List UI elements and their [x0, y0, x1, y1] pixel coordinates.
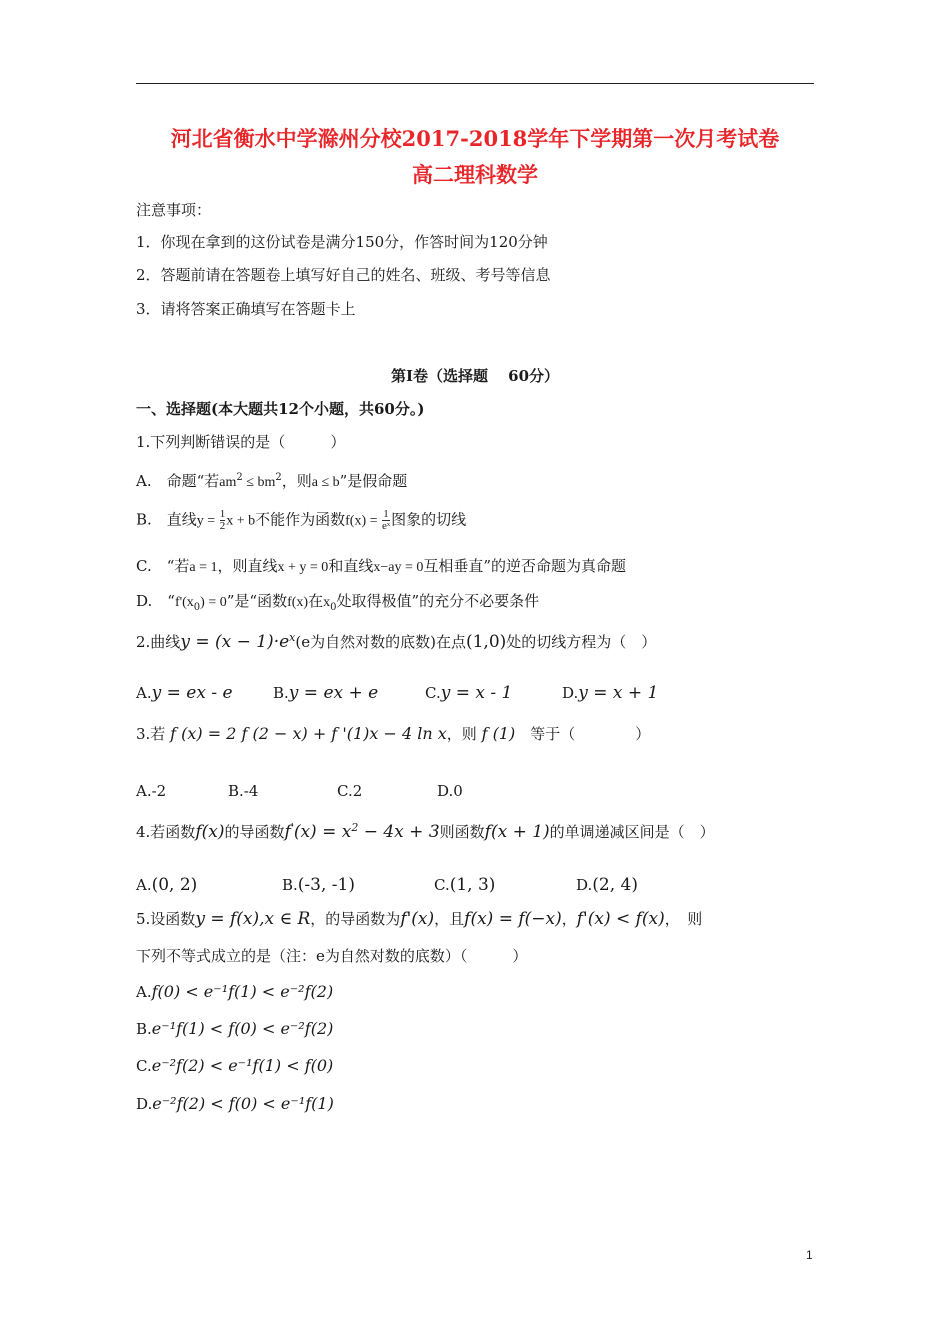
q2-stem-suffix: 处的切线方程为（ ） — [506, 633, 657, 651]
q4-option-d-label: D. — [576, 876, 593, 894]
q1-a-sup2: 2 — [275, 472, 282, 483]
q4-stem-mid2: 则函数 — [439, 823, 485, 841]
q3-stem-math2: f (1) — [481, 724, 516, 743]
q5-option-a-label: A. — [136, 983, 152, 1001]
q4-stem-math3: f(x + 1) — [484, 822, 550, 842]
q3-stem-prefix: 3.若 — [136, 725, 166, 743]
q1-d-prefix: D. “ — [136, 592, 175, 610]
q1-c-prefix: C. “若 — [136, 557, 190, 575]
q4-option-c-math: (1, 3) — [449, 875, 496, 895]
q1-a-prefix: A. 命题“若 — [136, 472, 220, 490]
q3-option-a-label: A. — [136, 782, 152, 800]
q4-stem-math2b: (x) = x — [293, 822, 352, 842]
q4-option-d — [576, 875, 638, 895]
q2-option-a — [136, 683, 233, 703]
q1-b-math1: y = — [196, 513, 219, 529]
section-heading: 一、选择题(本大题共12个小题，共60分。) — [136, 400, 425, 418]
q3-stem — [136, 724, 650, 744]
q1-a-math2: ≤ bm — [242, 475, 276, 490]
q4-option-d-math: (2, 4) — [592, 875, 638, 895]
q5-option-c-math: e⁻²f(2) < e⁻¹f(1) < f(0) — [151, 1056, 334, 1075]
q2-option-b-label: B. — [273, 684, 289, 702]
q5-stem — [136, 909, 702, 929]
q2-option-b — [273, 683, 378, 703]
q2-option-a-label: A. — [136, 684, 152, 702]
q2-option-b-math: y = ex + e — [288, 683, 379, 703]
page-number: 1 — [806, 1248, 813, 1262]
notice-heading: 注意事项： — [136, 201, 212, 219]
q5-option-b — [136, 1019, 333, 1039]
q2-stem-sup: x — [289, 631, 296, 644]
q1-d-suffix: 处取得极值”的充分不必要条件 — [336, 592, 540, 610]
q2-option-a-math: y = ex - e — [151, 683, 233, 703]
q1-d-math1b: ) = 0 — [200, 595, 227, 610]
q2-stem-mid: (e为自然对数的底数)在点 — [295, 633, 466, 651]
q1-d-sub3: 0 — [330, 602, 337, 613]
q2-option-c — [425, 683, 512, 703]
q1-option-b — [136, 509, 466, 532]
q5-option-a — [136, 982, 333, 1002]
q1-a-suffix: ”是假命题 — [339, 472, 408, 490]
q1-c-mid1: ，则直线 — [217, 557, 278, 575]
q1-d-math3: x — [323, 595, 331, 610]
q1-c-math3: x−ay = 0 — [373, 560, 424, 575]
q5-option-d-math: e⁻²f(2) < f(0) < e⁻¹f(1) — [152, 1094, 334, 1113]
q4-stem-prefix: 4.若函数 — [136, 823, 196, 841]
q5-option-a-math: f(0) < e⁻¹f(1) < e⁻²f(2) — [151, 982, 334, 1001]
q3-option-c-value: 2 — [352, 782, 363, 800]
q3-option-a — [136, 781, 166, 801]
q1-d-math2: f(x) — [287, 595, 309, 610]
q4-stem-suffix: 的单调递减区间是（ ） — [549, 823, 715, 841]
q1-b-math3: f(x) = — [345, 513, 382, 529]
q2-stem-math1: y = (x − 1)·e — [180, 632, 290, 652]
q4-stem-sup: ' — [290, 821, 294, 834]
q5-option-c-label: C. — [136, 1057, 152, 1075]
q5-stem-math1: y = f(x),x ∈ R — [195, 909, 311, 929]
q4-stem-math2c: − 4x + 3 — [358, 822, 440, 842]
q5-stem-mid1: ，的导函数为 — [310, 910, 401, 928]
q2-option-d — [562, 683, 658, 703]
q5-option-b-label: B. — [136, 1020, 152, 1038]
q5-option-b-math: e⁻¹f(1) < f(0) < e⁻²f(2) — [151, 1019, 334, 1038]
q1-option-c — [136, 556, 626, 578]
q2-option-d-math: y = x + 1 — [578, 683, 659, 703]
q1-d-sub1: 0 — [193, 602, 201, 613]
q4-option-b — [282, 875, 355, 895]
q1-stem: 1.下列判断错误的是（ ） — [136, 433, 346, 451]
q1-a-math1: am — [219, 475, 237, 490]
q1-option-a — [136, 468, 407, 493]
q1-c-mid2: 和直线 — [328, 557, 374, 575]
q3-stem-math1: f (x) = 2 f (2 − x) + f '(1)x − 4 ln x — [170, 724, 447, 743]
q4-option-c — [434, 875, 495, 895]
q1-a-sup1: 2 — [236, 472, 243, 483]
q3-option-d-value: 0 — [453, 782, 463, 800]
q3-option-c-label: C. — [337, 782, 353, 800]
q5-stem-mid2: ，且 — [434, 910, 465, 928]
q3-stem-suffix: 等于（ ） — [530, 725, 651, 743]
q4-option-c-label: C. — [434, 876, 450, 894]
q4-option-a-math: (0, 2) — [151, 875, 198, 895]
q1-b-frac2-num: 1 — [383, 508, 389, 520]
q1-d-math1: f'(x — [174, 595, 194, 610]
exam-title: 河北省衡水中学滁州分校2017-2018学年下学期第一次月考试卷 — [170, 126, 780, 151]
q1-c-suffix: 互相垂直”的逆否命题为真命题 — [423, 557, 627, 575]
q5-stem-math4: f'(x) < f(x) — [576, 909, 665, 929]
q3-option-b — [228, 781, 258, 801]
q3-option-c — [337, 781, 362, 801]
header-rule — [136, 83, 814, 84]
q5-stem-mid4: ， 则 — [664, 910, 703, 928]
q2-stem-prefix: 2.曲线 — [136, 633, 181, 651]
q4-stem-math2: f — [284, 822, 291, 842]
q3-option-a-value: -2 — [151, 782, 167, 800]
q1-b-frac-num: 1 — [219, 508, 226, 520]
exam-subtitle: 高二理科数学 — [412, 162, 538, 187]
q1-b-fraction — [220, 509, 226, 532]
q3-option-b-label: B. — [228, 782, 244, 800]
q4-stem-sup2: 2 — [351, 821, 359, 834]
q4-stem-mid1: 的导函数 — [224, 823, 285, 841]
q4-option-b-math: (-3, -1) — [297, 875, 355, 895]
q5-stem-prefix: 5.设函数 — [136, 910, 196, 928]
q4-stem — [136, 818, 715, 842]
q3-option-d-label: D. — [437, 782, 454, 800]
q5-stem-math3: f(x) = f(−x) — [464, 909, 562, 929]
q5-stem-mid3: ， — [561, 910, 577, 928]
part-title: 第Ⅰ卷（选择题 60分） — [390, 367, 560, 385]
q3-option-b-value: -4 — [243, 782, 259, 800]
notice-item-1: 1．你现在拿到的这份试卷是满分150分，作答时间为120分钟 — [136, 233, 548, 251]
q1-a-math3: a ≤ b — [311, 475, 340, 490]
q5-option-d — [136, 1094, 334, 1114]
q5-stem-line2: 下列不等式成立的是（注：e为自然对数的底数）（ ） — [136, 947, 528, 965]
q4-option-b-label: B. — [282, 876, 298, 894]
q1-b-frac-den: 2 — [219, 520, 226, 532]
q3-option-d — [437, 781, 463, 801]
q1-c-math1: a = 1 — [189, 560, 218, 575]
q5-option-c — [136, 1056, 333, 1076]
q5-stem-math2: f'(x) — [400, 909, 435, 929]
q2-stem-math2: (1,0) — [465, 632, 507, 652]
q1-b-fraction2 — [382, 509, 390, 532]
q2-option-c-label: C. — [425, 684, 441, 702]
q2-stem — [136, 628, 656, 652]
notice-item-2: 2．答题前请在答题卷上填写好自己的姓名、班级、考号等信息 — [136, 266, 551, 284]
q2-option-c-math: y = x - 1 — [440, 683, 513, 703]
q2-option-d-label: D. — [562, 684, 579, 702]
q1-b-math2: x + b — [226, 513, 256, 529]
q1-option-d — [136, 591, 539, 618]
q3-stem-mid: ，则 — [446, 725, 477, 743]
q4-option-a-label: A. — [136, 876, 152, 894]
q4-stem-math1: f(x) — [195, 822, 225, 842]
q1-a-mid: ，则 — [281, 472, 312, 490]
q1-d-mid2: 在 — [308, 592, 324, 610]
q1-b-mid: 不能作为函数 — [255, 510, 346, 529]
notice-item-3: 3．请将答案正确填写在答题卡上 — [136, 300, 356, 318]
q1-b-suffix: 图象的切线 — [391, 510, 467, 529]
q1-d-mid1: ”是“函数 — [226, 592, 288, 610]
q1-c-math2: x + y = 0 — [277, 560, 329, 575]
q1-b-prefix: B. 直线 — [136, 510, 197, 529]
q5-option-d-label: D. — [136, 1095, 153, 1113]
q4-option-a — [136, 875, 197, 895]
q1-b-frac2-den: eˣ — [382, 520, 391, 532]
